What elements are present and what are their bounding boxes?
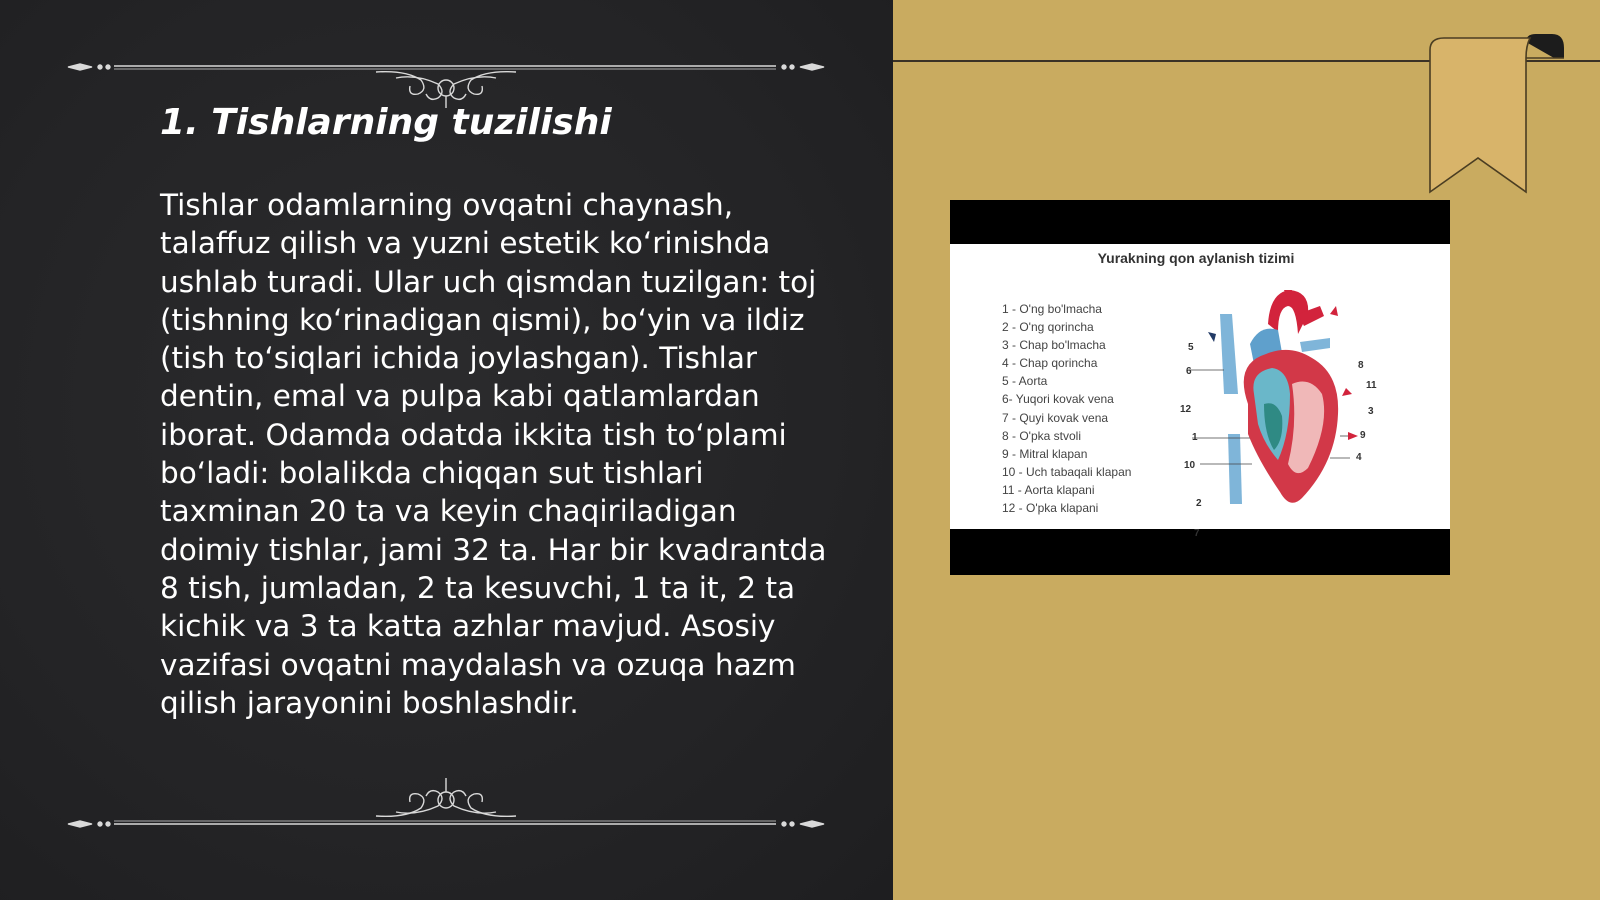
legend-item: 12 - O'pka klapani bbox=[1002, 501, 1099, 516]
diagram-label: 3 bbox=[1368, 406, 1374, 417]
diagram-label: 1 bbox=[1192, 432, 1198, 443]
legend-item: 8 - O'pka stvoli bbox=[1002, 428, 1081, 443]
diagram-label: 10 bbox=[1184, 460, 1196, 471]
legend-item: 6- Yuqori kovak vena bbox=[1002, 392, 1114, 407]
diagram-label: 12 bbox=[1180, 404, 1192, 415]
legend-item: 11 - Aorta klapani bbox=[1002, 482, 1095, 497]
legend-item: 9 - Mitral klapan bbox=[1002, 446, 1088, 461]
heart-diagram-canvas bbox=[950, 244, 1450, 539]
diagram-legend bbox=[1002, 300, 1131, 517]
bottom-ornament-divider bbox=[66, 772, 826, 832]
diagram-label: 11 bbox=[1366, 380, 1377, 391]
diagram-label: 8 bbox=[1358, 360, 1364, 371]
bookmark-ribbon-icon bbox=[1430, 32, 1600, 202]
diagram-label: 5 bbox=[1188, 342, 1194, 353]
heart-illustration bbox=[1180, 284, 1380, 539]
diagram-label: 2 bbox=[1196, 498, 1202, 509]
legend-item: 3 - Chap bo'lmacha bbox=[1002, 338, 1106, 353]
slide-body-text: Tishlar odamlarning ovqatni chaynash, talaffuz qilish va yuzni estetik ko‘rinishda ushlab turadi. Ular uch qismdan tuzilgan: toj (tishning ko‘rinadigan qismi), bo‘yin va ildiz (tish to‘siqlari ichida joylashgan). Tishlar dentin, emal va pulpa kabi qatlamlardan iborat. Odamda odatda ikkita tish to‘plami bo‘ladi: bolalikda chiqqan sut tishlari taxminan 20 ta va keyin chaqiriladigan doimiy tishlar, jami 32 ta. Har bir kvadrantda 8 tish, jumladan, 2 ta kesuvchi, 1 ta it, 2 ta kichik va 3 ta katta azhlar mavjud. Asosiy vazifasi ovqatni maydalash va ozuqa hazm qilish jarayonini boshlashdir. bbox=[160, 188, 827, 720]
diagram-title: Yurakning qon aylanish tizimi bbox=[1097, 250, 1295, 266]
diagram-label: 4 bbox=[1356, 452, 1362, 463]
heart-diagram-image bbox=[950, 200, 1450, 575]
legend-item: 2 - O'ng qorincha bbox=[1002, 320, 1094, 335]
legend-item: 7 - Quyi kovak vena bbox=[1002, 410, 1109, 425]
diagram-label: 9 bbox=[1360, 430, 1366, 441]
legend-item: 5 - Aorta bbox=[1002, 374, 1048, 389]
diagram-label: 6 bbox=[1186, 366, 1192, 377]
legend-item: 4 - Chap qorincha bbox=[1002, 356, 1098, 371]
diagram-label: 7 bbox=[1194, 528, 1200, 539]
legend-item: 10 - Uch tabaqali klapan bbox=[1002, 464, 1132, 479]
legend-item: 1 - O'ng bo'lmacha bbox=[1002, 302, 1102, 316]
slide-title: 1. Tishlarning tuzilishi bbox=[160, 102, 612, 143]
top-ornament-divider bbox=[66, 48, 826, 108]
